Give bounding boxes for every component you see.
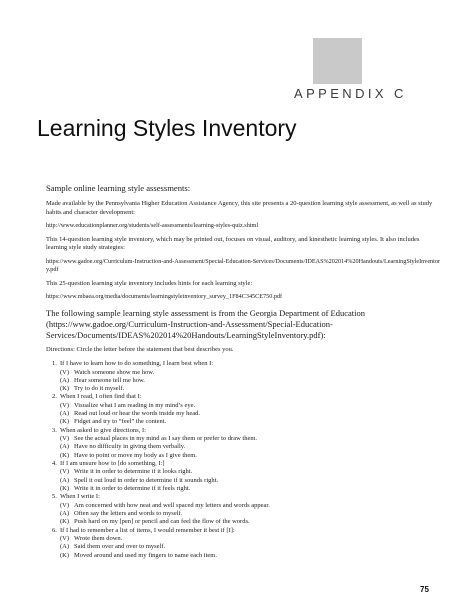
- option-item[interactable]: [60, 510, 441, 518]
- option-item[interactable]: [60, 402, 441, 410]
- option-code: (A): [60, 476, 70, 484]
- resource-url[interactable]: https://www.mbaea.org/media/documents/learningstyleinventory_survey_1F84C345CE750.pdf: [46, 293, 283, 301]
- option-item[interactable]: [60, 418, 441, 426]
- option-code: (A): [60, 543, 70, 551]
- appendix-label: APPENDIX C: [294, 86, 407, 101]
- option-list: [52, 435, 441, 460]
- option-text: Have to point or move my body as I give them.: [74, 451, 197, 459]
- question-item: [52, 493, 441, 526]
- option-text: Read out loud or hear the words inside my head.: [74, 410, 200, 418]
- question-item: [52, 460, 441, 493]
- option-text: Write it in order to determine if it feels right.: [74, 485, 191, 493]
- question-text: When I write I:: [60, 493, 100, 501]
- option-item[interactable]: [60, 535, 441, 543]
- question-number: 6.: [52, 526, 57, 534]
- option-code: (V): [60, 368, 70, 376]
- option-code: (A): [60, 443, 70, 451]
- option-item[interactable]: [60, 410, 441, 418]
- resource-url[interactable]: http://www.educationplanner.org/students/self-assessments/learning-styles-quiz.shtml: [46, 222, 259, 230]
- option-list: [52, 402, 441, 427]
- option-code: (K): [60, 551, 70, 559]
- option-code: (A): [60, 510, 70, 518]
- question-number: 2.: [52, 393, 57, 401]
- page-content: [46, 183, 441, 560]
- option-text: Often say the letters and words to myself.: [74, 510, 183, 518]
- option-text: See the actual places in my mind as I say them or prefer to draw them.: [74, 435, 258, 443]
- question-number: 1.: [52, 360, 57, 368]
- option-list: [52, 502, 441, 527]
- option-code: (A): [60, 376, 70, 384]
- option-code: (K): [60, 385, 70, 393]
- option-item[interactable]: [60, 552, 441, 560]
- question-text: If I am unsure how to [do something, I:]: [60, 460, 165, 468]
- option-list: [52, 468, 441, 493]
- resource-url[interactable]: https://www.gadoe.org/Curriculum-Instruction-and-Assessment/Special-Education-Services/Documents/IDEAS%202014%20Handouts/LearningStyleInventory.pdf: [46, 257, 441, 274]
- option-code: (V): [60, 468, 70, 476]
- option-item[interactable]: [60, 485, 441, 493]
- question-item: [52, 360, 441, 393]
- question-list: [46, 360, 441, 560]
- option-code: (V): [60, 501, 70, 509]
- option-text: Fidget and try to “feel” the content.: [74, 418, 167, 426]
- option-text: Hear someone tell me how.: [74, 376, 145, 384]
- option-list: [52, 535, 441, 560]
- option-text: Have no difficulty in giving them verbally.: [74, 443, 186, 451]
- option-item[interactable]: [60, 435, 441, 443]
- option-item[interactable]: [60, 477, 441, 485]
- option-text: Visualize what I am reading in my mind’s eye.: [74, 401, 196, 409]
- option-item[interactable]: [60, 385, 441, 393]
- option-item[interactable]: [60, 369, 441, 377]
- option-item[interactable]: [60, 452, 441, 460]
- question-item: [52, 527, 441, 560]
- option-code: (K): [60, 418, 70, 426]
- option-text: Am concerned with how neat and well spaced my letters and words appear.: [74, 501, 270, 509]
- question-text: When I read, I often find that I:: [60, 393, 142, 401]
- question-text: If I had to remember a list of items, I would remember it best if [I]:: [60, 526, 235, 534]
- option-text: Wrote them down.: [74, 535, 123, 543]
- option-list: [52, 369, 441, 394]
- option-code: (A): [60, 410, 70, 418]
- appendix-header-block: [313, 38, 362, 84]
- question-number: 3.: [52, 426, 57, 434]
- option-text: Moved around and used my fingers to name each item.: [74, 551, 217, 559]
- option-text: Said them over and over to myself.: [74, 543, 166, 551]
- option-text: Try to do it myself.: [74, 385, 125, 393]
- option-text: Push hard on my [pen] or pencil and can feel the flow of the words.: [74, 518, 250, 526]
- directions-text: Directions: Circle the letter before the statement that best describes you.: [46, 345, 234, 353]
- option-code: (V): [60, 401, 70, 409]
- option-item[interactable]: [60, 377, 441, 385]
- sample-intro-paragraph: The following sample learning style assessment is from the Georgia Department of Education (https://www.gadoe.org/Curriculum-Instruction-and-Assessment/Special-Education-Services/Documents/IDEAS%202014%20Handouts/LearningStyleInventory.pdf):: [46, 307, 365, 340]
- option-item[interactable]: [60, 543, 441, 551]
- question-text: When asked to give directions, I:: [60, 426, 146, 434]
- option-code: (K): [60, 485, 70, 493]
- option-item[interactable]: [60, 443, 441, 451]
- option-text: Watch someone show me how.: [74, 368, 155, 376]
- question-item: [52, 427, 441, 460]
- question-number: 5.: [52, 493, 57, 501]
- intro-paragraph: Made available by the Pennsylvania Higher Education Assistance Agency, this site presents a 20-question learning style assessment, as well as study habits and character development:: [46, 200, 433, 216]
- option-code: (V): [60, 435, 70, 443]
- option-item[interactable]: [60, 502, 441, 510]
- intro-heading: Sample online learning style assessments:: [46, 183, 191, 193]
- chapter-title: Learning Styles Inventory: [37, 115, 297, 141]
- option-item[interactable]: [60, 468, 441, 476]
- intro-paragraph: This 25-question learning style inventory includes hints for each learning style:: [46, 279, 253, 287]
- intro-paragraph: This 14-question learning style inventory, which may be printed out, focuses on visual, auditory, and kinesthetic learning styles. It also includes learning style study strategies:: [46, 235, 420, 252]
- option-item[interactable]: [60, 518, 441, 526]
- question-text: If I have to learn how to do something, I learn best when I:: [60, 360, 214, 368]
- question-item: [52, 393, 441, 426]
- page-number: 75: [420, 585, 429, 594]
- option-code: (K): [60, 451, 70, 459]
- option-code: (K): [60, 518, 70, 526]
- option-code: (V): [60, 535, 70, 543]
- option-text: Write it in order to determine if it looks right.: [74, 468, 193, 476]
- option-text: Spell it out loud in order to determine if it sounds right.: [74, 476, 219, 484]
- question-number: 4.: [52, 460, 57, 468]
